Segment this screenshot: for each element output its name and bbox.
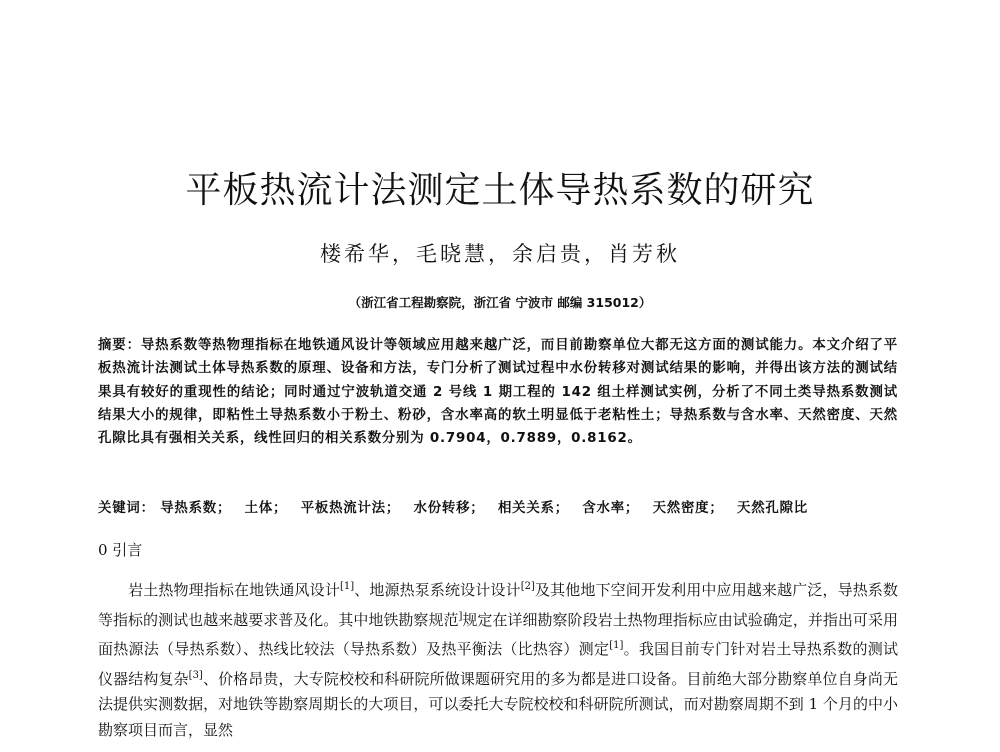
abstract	[98, 334, 898, 450]
abstract-text: 导热系数等热物理指标在地铁通风设计等领域应用越来越广泛，而目前勘察单位大都无这方面的测试能力。本文介绍了平板热流计法测试土体导热系数的原理、设备和方法，专门分析了测试过程中水份转移对测试结果的影响，并得出该方法的测试结果具有较好的重现性的结论；同时通过宁波轨道交通 2 号线 1 期工程的 142 组土样测试实例，分析了不同土类导热系数测试结果大小的规律，即粘性土导热系数小于粉土、粉砂，含水率高的软土明显低于老粘性土；导热系数与含水率、天然密度、天然孔隙比具有强相关关系，线性回归的相关系数分别为 0.7904，0.7889，0.8162。	[98, 338, 898, 447]
keyword: 天然密度；	[652, 501, 724, 516]
paper-title: 平板热流计法测定土体导热系数的研究	[185, 170, 815, 211]
keyword: 相关关系；	[497, 501, 569, 516]
keywords	[98, 498, 898, 520]
keyword: 平板热流计法；	[300, 501, 401, 516]
keyword: 导热系数；	[160, 501, 232, 516]
citation: [3]	[188, 669, 203, 681]
keyword: 水份转移；	[413, 501, 485, 516]
abstract-label: 摘要：	[98, 338, 141, 353]
keywords-label: 关键词：	[98, 501, 155, 516]
keyword: 含水率；	[582, 501, 640, 516]
body-text: 。我国目前专门针对岩土导热系数的测试仪器结构复杂	[98, 640, 898, 688]
citation: [2]	[520, 581, 535, 592]
keyword: 天然孔隙比	[737, 501, 808, 516]
affiliation: （浙江省工程勘察院，浙江省 宁波市 邮编 315012）	[348, 295, 652, 310]
citation: ]	[458, 610, 463, 622]
body-text: 岩土热物理指标在地铁通风设计	[128, 581, 340, 599]
keyword: 土体；	[244, 501, 288, 516]
body-text: 规定在详细勘察阶段岩土热物理指标应由试验确定，并指出可采用面热源法（导热系数）、热线比较法（导热系数）及热平衡法（比热容）测定	[98, 610, 898, 658]
body-text: 及其他地下空间开发利用中应用越来越广泛，导热系数等指标的测试也越来越要求普及化。其中地铁勘察规范	[98, 581, 898, 629]
author-list: 楼希华，毛晓慧，余启贵，肖芳秋	[320, 242, 680, 266]
body-text: 、地源热泵系统设计设计	[354, 581, 521, 599]
citation: [1]	[609, 640, 624, 651]
body-paragraph	[98, 574, 898, 743]
body-text: 、价格昂贵，大专院校校和科研院所做课题研究用的多为都是进口设备。目前绝大部分勘察单位自身尚无法提供实测数据，对地铁等勘察周期长的大项目，可以委托大专院校校和科研院所测试，而对勘察周期不到 1 个月的中小勘察项目而言，显然	[98, 669, 898, 739]
citation: [1]	[339, 581, 355, 592]
section-heading: 0 引言	[98, 541, 143, 559]
